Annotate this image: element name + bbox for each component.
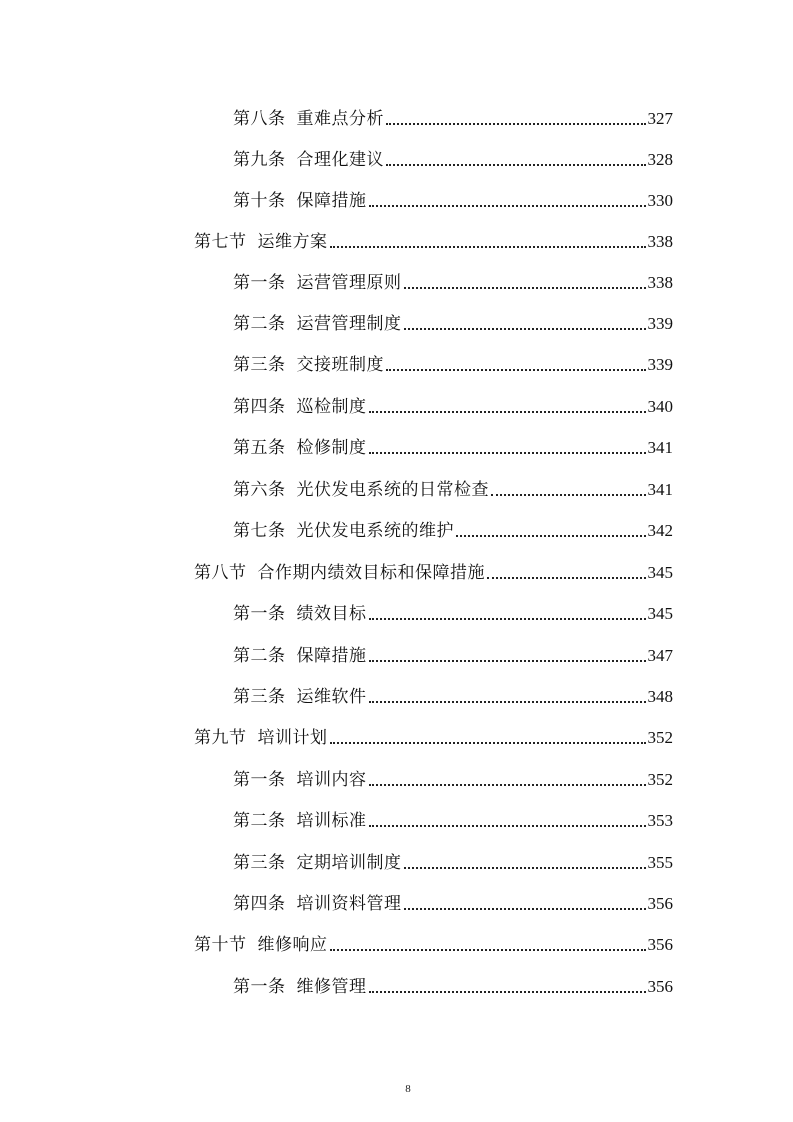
toc-entry-number: 第一条 — [233, 977, 286, 997]
page-number: 8 — [405, 1083, 411, 1095]
toc-entry-number: 第九条 — [233, 150, 286, 170]
toc-dot-leader — [369, 411, 646, 413]
toc-entry-title: 运营管理制度 — [296, 314, 402, 334]
toc-dot-leader — [491, 494, 646, 496]
toc-dot-leader — [330, 742, 646, 744]
toc-entry[interactable] — [194, 542, 673, 583]
toc-entry-number: 第九节 — [194, 728, 247, 748]
toc-entry[interactable] — [233, 500, 673, 541]
toc-entry-page: 356 — [647, 935, 673, 954]
toc-entry-number: 第一条 — [233, 604, 286, 624]
toc-entry-number: 第四条 — [233, 894, 286, 914]
toc-entry-page: 352 — [647, 770, 673, 789]
toc-entry-title: 合作期内绩效目标和保障措施 — [257, 563, 485, 583]
toc-entry-page: 327 — [647, 109, 673, 128]
toc-entry-title: 培训资料管理 — [296, 894, 402, 914]
toc-entry-title: 保障措施 — [296, 646, 367, 666]
toc-entry[interactable] — [233, 293, 673, 334]
toc-entry-title: 定期培训制度 — [296, 853, 402, 873]
toc-entry-number: 第八条 — [233, 109, 286, 129]
toc-entry-number: 第四条 — [233, 397, 286, 417]
toc-entry-number: 第一条 — [233, 770, 286, 790]
toc-entry-title: 运营管理原则 — [296, 273, 402, 293]
toc-entry-title: 保障措施 — [296, 191, 367, 211]
toc-entry[interactable] — [233, 170, 673, 211]
toc-dot-leader — [456, 535, 646, 537]
toc-entry-title: 检修制度 — [296, 438, 367, 458]
toc-entry-title: 运维软件 — [296, 687, 367, 707]
toc-entry[interactable] — [233, 334, 673, 375]
toc-entry-title: 重难点分析 — [296, 109, 384, 129]
toc-entry-title: 培训计划 — [257, 728, 328, 748]
toc-entry-page: 330 — [647, 191, 673, 210]
toc-entry-number: 第一条 — [233, 273, 286, 293]
toc-entry-page: 347 — [647, 646, 673, 665]
toc-dot-leader — [404, 328, 646, 330]
toc-entry-title: 绩效目标 — [296, 604, 367, 624]
toc-entry-page: 352 — [647, 728, 673, 747]
toc-entry-number: 第八节 — [194, 563, 247, 583]
toc-entry-number: 第五条 — [233, 438, 286, 458]
toc-dot-leader — [404, 867, 646, 869]
toc-entry[interactable] — [233, 583, 673, 624]
toc-entry-number: 第三条 — [233, 687, 286, 707]
toc-entry[interactable] — [233, 129, 673, 170]
toc-entry[interactable] — [194, 707, 673, 748]
toc-dot-leader — [369, 205, 646, 207]
toc-entry-number: 第二条 — [233, 811, 286, 831]
toc-entry-page: 356 — [647, 977, 673, 996]
toc-entry[interactable] — [233, 956, 673, 997]
toc-entry[interactable] — [194, 914, 673, 955]
toc-dot-leader — [369, 825, 646, 827]
toc-entry-number: 第二条 — [233, 314, 286, 334]
toc-entry-page: 345 — [647, 563, 673, 582]
toc-entry-number: 第七节 — [194, 232, 247, 252]
toc-dot-leader — [369, 618, 646, 620]
toc-entry-number: 第十条 — [233, 191, 286, 211]
toc-entry-title: 维修响应 — [257, 935, 328, 955]
toc-dot-leader — [386, 164, 646, 166]
toc-entry-number: 第三条 — [233, 853, 286, 873]
toc-entry-title: 维修管理 — [296, 977, 367, 997]
toc-entry-page: 355 — [647, 853, 673, 872]
toc-entry-number: 第二条 — [233, 646, 286, 666]
toc-entry[interactable] — [194, 211, 673, 252]
toc-entry-page: 338 — [647, 232, 673, 251]
toc-dot-leader — [404, 908, 646, 910]
toc-dot-leader — [487, 577, 646, 579]
toc-entry-title: 巡检制度 — [296, 397, 367, 417]
toc-entry-page: 353 — [647, 811, 673, 830]
toc-entry-page: 341 — [647, 438, 673, 457]
toc-entry[interactable] — [233, 832, 673, 873]
toc-entry[interactable] — [233, 459, 673, 500]
toc-entry-page: 342 — [647, 521, 673, 540]
toc-dot-leader — [330, 949, 646, 951]
toc-entry[interactable] — [233, 88, 673, 129]
toc-dot-leader — [369, 784, 646, 786]
toc-entry-number: 第十节 — [194, 935, 247, 955]
toc-dot-leader — [369, 991, 646, 993]
toc-entry-number: 第三条 — [233, 355, 286, 375]
toc-dot-leader — [369, 701, 646, 703]
toc-entry[interactable] — [233, 625, 673, 666]
toc-entry-page: 339 — [647, 314, 673, 333]
toc-dot-leader — [404, 287, 646, 289]
toc-entry-page: 356 — [647, 894, 673, 913]
toc-entry-title: 光伏发电系统的日常检查 — [296, 480, 489, 500]
toc-entry[interactable] — [233, 376, 673, 417]
toc-entry[interactable] — [233, 873, 673, 914]
toc-entry-title: 光伏发电系统的维护 — [296, 521, 454, 541]
toc-entry[interactable] — [233, 252, 673, 293]
toc-dot-leader — [369, 452, 646, 454]
toc-entry-page: 328 — [647, 150, 673, 169]
toc-dot-leader — [369, 660, 646, 662]
toc-entry-page: 341 — [647, 480, 673, 499]
toc-entry[interactable] — [233, 417, 673, 458]
toc-entry-title: 培训标准 — [296, 811, 367, 831]
toc-entry[interactable] — [233, 666, 673, 707]
toc-entry-title: 运维方案 — [257, 232, 328, 252]
toc-entry[interactable] — [233, 790, 673, 831]
toc-dot-leader — [386, 369, 646, 371]
toc-entry-page: 340 — [647, 397, 673, 416]
toc-entry-title: 培训内容 — [296, 770, 367, 790]
toc-entry[interactable] — [233, 749, 673, 790]
toc-entry-page: 345 — [647, 604, 673, 623]
toc-entry-title: 合理化建议 — [296, 150, 384, 170]
toc-dot-leader — [330, 246, 646, 248]
toc-entry-page: 338 — [647, 273, 673, 292]
toc-entry-page: 348 — [647, 687, 673, 706]
toc-entry-page: 339 — [647, 355, 673, 374]
toc-dot-leader — [386, 123, 646, 125]
toc-entry-number: 第六条 — [233, 480, 286, 500]
toc-entry-title: 交接班制度 — [296, 355, 384, 375]
toc-entry-number: 第七条 — [233, 521, 286, 541]
